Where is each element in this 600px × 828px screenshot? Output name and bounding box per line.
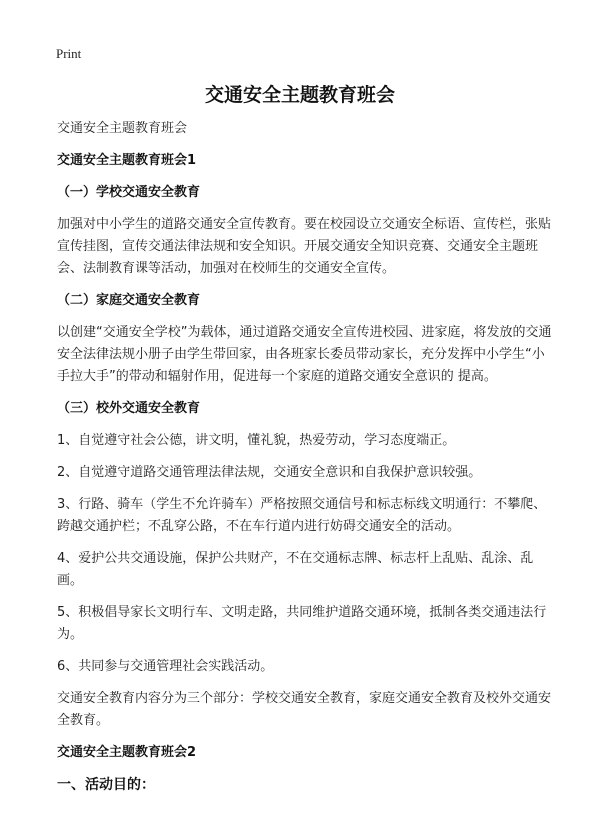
section2-heading: （二）家庭交通安全教育 xyxy=(57,293,201,308)
section3-heading: （三）校外交通安全教育 xyxy=(57,401,201,416)
list-item: 3、行路、骑车（学生不允许骑车）严格按照交通信号和标志标线文明通行：不攀爬、跨越交通护栏；不乱穿公路，不在车行道内进行妨碍交通安全的活动。 xyxy=(57,497,547,534)
list-item: 5、积极倡导家长文明行车、文明走路，共同维护道路交通环境，抵制各类交通违法行为。 xyxy=(57,605,547,642)
list-item: 1、自觉遵守社会公德，讲文明，懂礼貌，热爱劳动，学习态度端正。 xyxy=(57,433,456,448)
list-item: 2、自觉遵守道路交通管理法律法规，交通安全意识和自我保护意识较强。 xyxy=(57,465,482,480)
list-item: 4、爱护公共交通设施，保护公共财产，不在交通标志牌、标志杆上乱贴、乱涂、乱画。 xyxy=(57,551,534,588)
section2-paragraph: 以创建“交通安全学校”为载体，通过道路交通安全宣传进校园、进家庭，将发放的交通安全法律法规小册子由学生带回家，由各班家长委员带动家长，充分发挥中小学生“小手拉大手”的带动和辐射作用，促进每一个家庭的道路交通安全意识的 提高。 xyxy=(57,325,552,384)
document-subtitle: 交通安全主题教育班会 xyxy=(57,121,188,136)
part1-heading: 交通安全主题教育班会1 xyxy=(57,153,197,168)
document-body xyxy=(57,118,557,796)
list-item: 6、共同参与交通管理社会实践活动。 xyxy=(57,659,274,674)
summary-paragraph: 交通安全教育内容分为三个部分：学校交通安全教育，家庭交通安全教育及校外交通安全教育。 xyxy=(57,691,552,728)
page-title: 交通安全主题教育班会 xyxy=(204,84,395,106)
print-link[interactable]: Print xyxy=(56,46,82,61)
activity-purpose-heading: 一、活动目的： xyxy=(57,777,155,793)
section1-paragraph: 加强对中小学生的道路交通安全宣传教育。要在校园设立交通安全标语、宣传栏，张贴宣传挂图，宣传交通法律法规和安全知识。开展交通安全知识竞赛、交通安全主题班会、法制教育课等活动，加强对在校师生的交通安全宣传。 xyxy=(57,217,552,276)
section1-heading: （一）学校交通安全教育 xyxy=(57,185,201,200)
part2-heading: 交通安全主题教育班会2 xyxy=(57,745,197,760)
